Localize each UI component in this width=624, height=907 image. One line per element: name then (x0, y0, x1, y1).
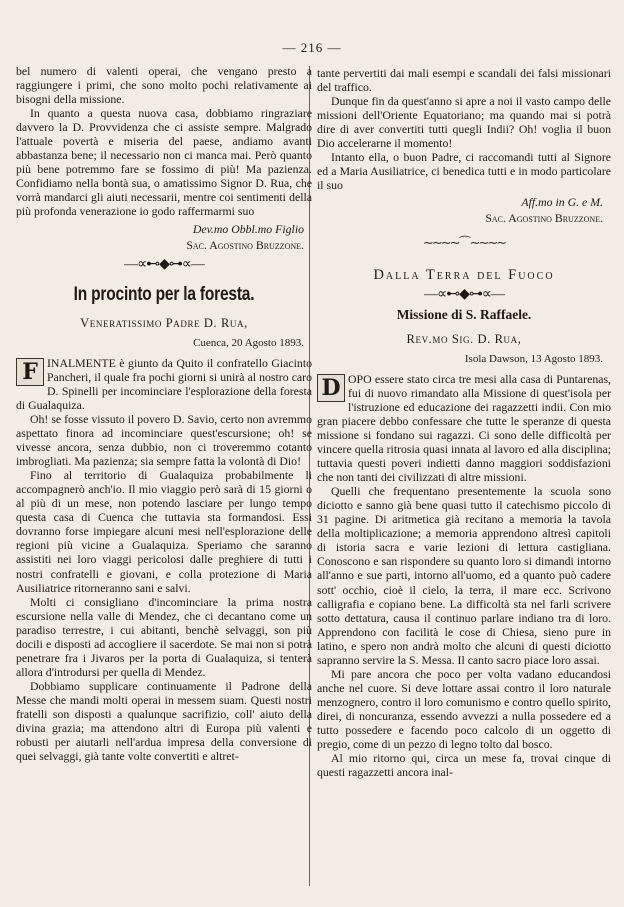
page-number: — 216 — (282, 40, 342, 55)
wave-divider: ∼∼∼∼⌒∼∼∼∼ (422, 234, 506, 250)
signature-name: Sac. Agostino Bruzzone. (186, 237, 304, 252)
paragraph: Fino al territorio di Gualaquiza probabilmente li accompagnerò anch'io. Il mio viaggio però sarà di 15 giorni o al più di un mese, non potendo lasciare per lungo tempo questa casa di Cuenca che tuttavia sta formandosi. Essi dovranno forse impiegare alcuni mesi nell'esplorazione delle regioni più vicine a Gualaquiza. Speriamo che saranno assistiti nei loro viaggi pericolosi dalle preghiere di tutti i nostri confratelli e giovani, e colla protezione di Maria Ausiliatrice ritorneranno sani e salvi. (16, 468, 312, 595)
paragraph: Intanto ella, o buon Padre, ci raccomandi tutti al Signore ed a Maria Ausiliatrice, ci benedica tutti e in modo particolare il suo (317, 150, 611, 193)
paragraph (16, 356, 312, 412)
signature-closing: Aff.mo in G. e M. (521, 195, 603, 210)
paragraph: bel numero di valenti operai, che vengano presto a raggiungere i primi, che sono molto pochi relativamente ai bisogni della missione. (16, 64, 312, 107)
section-title: Dalla Terra del Fuoco (373, 266, 555, 283)
paragraph: In quanto a questa nuova casa, dobbiamo ringraziare davvero la D. Provvidenza che ci assiste sempre. Malgrado l'attuale povertà e miseria del paese, andiamo avanti abbastanza bene; il necessario non ci manca mai. Però quanto più bene potremmo fare se fossimo di più! Ma pazienza. Confidiamo nella bontà sua, o amatissimo Signor D. Rua, che vorrà mandarci gli aiuti necessarii, mentre coi sentimenti della più profonda venerazione io godo raffermarmi suo (16, 106, 312, 219)
paragraph-text: INALMENTE è giunto da Quito il confratello Giacinto Pancheri, il quale fra pochi giorni si unirà al nostro caro D. Spinelli per incominciare l'esplorazione della foresta di Gualaquiza. (16, 355, 312, 412)
paragraph: Mi pare ancora che poco per volta vadano educandosi anche nel cuore. Si deve lottare assai contro il loro naturale menzognero, contro il loro comunismo e contro quello spirito, direi, di noncuranza, essendo avvezzi a nulla possedere ed a tutto possedere e facendo poco calcolo di un oggetto di pregio, come di un pezzo di legno tolto dal bosco. (317, 666, 611, 752)
paragraph-text: OPO essere stato circa tre mesi alla casa di Puntarenas, fui di nuovo rimandato alla Missione di quest'isola per l'istruzione ed educazione dei ragazzetti indii. Con mio gran piacere debbo confessare che tutte le speranze di questa missione si fondano sui ragazzi. Ci sono delle difficoltà per vincere quella ritrosia quasi innata al lavoro ed alla disciplina; tuttavia questi poveri indietti danno maggiori soddisfazioni che non tanti dei civilizzati di altre missioni. (317, 371, 611, 485)
signature-name: Sac. Agostino Bruzzone. (485, 211, 603, 226)
paragraph: Dunque fin da quest'anno si apre a noi il vasto campo delle missioni dell'Oriente Equatoriano; ma quando mai si potrà dire di aver convertiti tutti quegli Indii? Oh! voglia il buon Dio accelerarne il momento! (317, 94, 611, 151)
letter-date: Isola Dawson, 13 Agosto 1893. (464, 352, 603, 365)
paragraph: Dobbiamo supplicare continuamente il Padrone della Messe che mandi molti operai in messem suam. Questi nostri fratelli son disposti a qualunque sacrifizio, coll' aiuto della divina grazia; ma attendono altri di Europa più valenti e robusti per aiutarli nell'ardua impresa della conversione di quei selvaggi, già tante volte convertiti e altret- (16, 678, 312, 764)
salutation: Veneratissimo Padre D. Rua, (80, 315, 248, 330)
paragraph: tante pervertiti dai mali esempi e scandali dei falsi missionari del traffico. (317, 66, 611, 95)
section-subheading: Missione di S. Raffaele. (396, 306, 532, 322)
left-column (16, 64, 312, 763)
paragraph: Molti ci consigliano d'incominciare la prima nostra escursione nella valle di Mendez, che ci decantano come un paradiso terrestre, i cui abitanti, benchè selvaggi, son più docili e disposti ad accogliere il sacerdote. Se mai non si potrà penetrare fra i Jivaros per la porta di Gualaquiza, si tenterà allora d'introdursi per quella di Mendez. (16, 594, 312, 679)
letter-date: Cuenca, 20 Agosto 1893. (193, 336, 304, 349)
drop-cap: F (16, 358, 44, 386)
ornament-divider: —∝⊷◆⊶∝— (124, 256, 204, 272)
salutation: Rev.mo Sig. D. Rua, (406, 331, 522, 346)
paragraph: Al mio ritorno qui, circa un mese fa, trovai cinque di questi ragazzetti ancora inal- (317, 751, 611, 780)
drop-cap: D (317, 374, 345, 402)
right-column (317, 66, 611, 779)
paragraph (317, 372, 611, 484)
section-heading: In procinto per la foresta. (73, 283, 255, 305)
ornament-divider: —∝⊷◆⊶∝— (424, 286, 504, 302)
paragraph: Quelli che frequentano presentemente la scuola sono diciotto e sanno già bene quasi tutto il catechismo piccolo di 31 pagine. Di aritmetica già recitano a memoria la tavola della moltiplicazione; a memoria apprendono altresì capitoli di istoria sacra e varie lezioni di lettura castigliana. Conoscono e san rispondere su quanto loro si dimandi intorno all'anno e sue parti, intorno all'uomo, ed a quanto può cadere sott' occhio, cioè il cielo, la terra, il mare ecc. Scrivono calligrafia e copiano bene. La difficoltà sta nel farli scrivere sotto dettatura, causa il continuo parlare indiano tra di loro. Apprendono con facilità le cose di Chiesa, sieno pure in latino, e spero non andrà molto che alcuni di questi diciotto sapranno servire la S. Messa. Il canto sacro piace loro assai. (317, 484, 611, 667)
signature-closing: Dev.mo Obbl.mo Figlio (192, 221, 304, 236)
paragraph: Oh! se fosse vissuto il povero D. Savio, certo non avremmo aspettato finora ad incominciare quest'escursione; oh! se vivesse ancora, senza dubbio, non ci troveremmo cotanto imbrogliati. Ma pazienza; sia sempre fatta la volontà di Dio! (16, 411, 312, 469)
